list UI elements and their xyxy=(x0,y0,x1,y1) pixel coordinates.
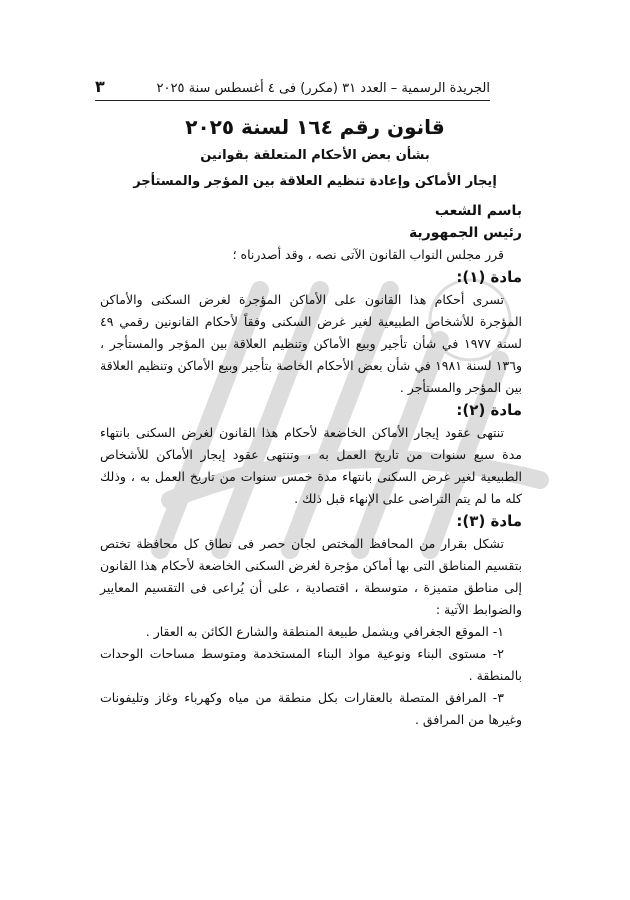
article-2-text: تنتهى عقود إيجار الأماكن الخاضعة لأحكام هذا القانون لغرض السكنى بانتهاء مدة سبع سنوات من تاريخ العمل به ، وتنتهى عقود إيجار الأماكن للأشخاص الطبيعية لغير غرض السكنى بانتهاء مدة خمس سنوات من تاريخ العمل به ، وذلك كله ما لم يتم التراضى على الإنهاء قبل ذلك . xyxy=(100,425,522,506)
article-3-title: مادة (٣): xyxy=(456,512,522,530)
gazette-header-text: الجريدة الرسمية – العدد ٣١ (مكرر) فى ٤ أغسطس سنة ٢٠٢٥ xyxy=(156,81,490,96)
law-title: قانون رقم ١٦٤ لسنة ٢٠٢٥ xyxy=(185,115,445,139)
preamble-decree: قرر مجلس النواب القانون الآتى نصه ، وقد أصدرناه ؛ xyxy=(232,247,504,262)
article-3-text: تشكل بقرار من المحافظ المختص لجان حصر فى نطاق كل محافظة تختص بتقسيم المناطق التى بها أماكن مؤجرة لغرض السكنى الخاضعة لأحكام هذا القانون إلى مناطق متميزة ، متوسطة ، اقتصادية ، على أن يُراعى فى التقسيم المعايير والضوابط الآتية : xyxy=(100,536,522,617)
article-3-item: ٣- المرافق المتصلة بالعقارات بكل منطقة من مياه وكهرباء وغاز وتليفونات وغيرها من المرافق . xyxy=(100,690,522,727)
article-3-item: ٢- مستوى البناء ونوعية مواد البناء المستخدمة ومتوسط مساحات الوحدات بالمنطقة . xyxy=(100,646,522,683)
law-body xyxy=(100,200,522,731)
preamble-president: رئيس الجمهورية xyxy=(408,225,522,241)
preamble-people: باسم الشعب xyxy=(434,203,522,219)
page-number: ٣ xyxy=(95,77,105,96)
article-1-title: مادة (١): xyxy=(456,268,522,286)
page-header xyxy=(95,70,490,101)
law-subtitle-1: بشأن بعض الأحكام المتعلقة بقوانين xyxy=(200,148,430,163)
article-2-title: مادة (٢): xyxy=(456,401,522,419)
law-subtitle-2: إيجار الأماكن وإعادة تنظيم العلاقة بين المؤجر والمستأجر xyxy=(133,174,497,189)
article-1-text: تسرى أحكام هذا القانون على الأماكن المؤجرة لغرض السكنى والأماكن المؤجرة للأشخاص الطبيعية لغير غرض السكنى وفقاً لأحكام القانونين رقمي ٤٩ لسنة ١٩٧٧ في شأن تأجير وبيع الأماكن وتنظيم العلاقة بين المؤجر والمستأجر ، و١٣٦ لسنة ١٩٨١ في شأن بعض الأحكام الخاصة بتأجير وبيع الأماكن وتنظيم العلاقة بين المؤجر والمستأجر . xyxy=(100,292,522,395)
article-3-item: ١- الموقع الجغرافي ويشمل طبيعة المنطقة والشارع الكائن به العقار . xyxy=(145,624,504,639)
